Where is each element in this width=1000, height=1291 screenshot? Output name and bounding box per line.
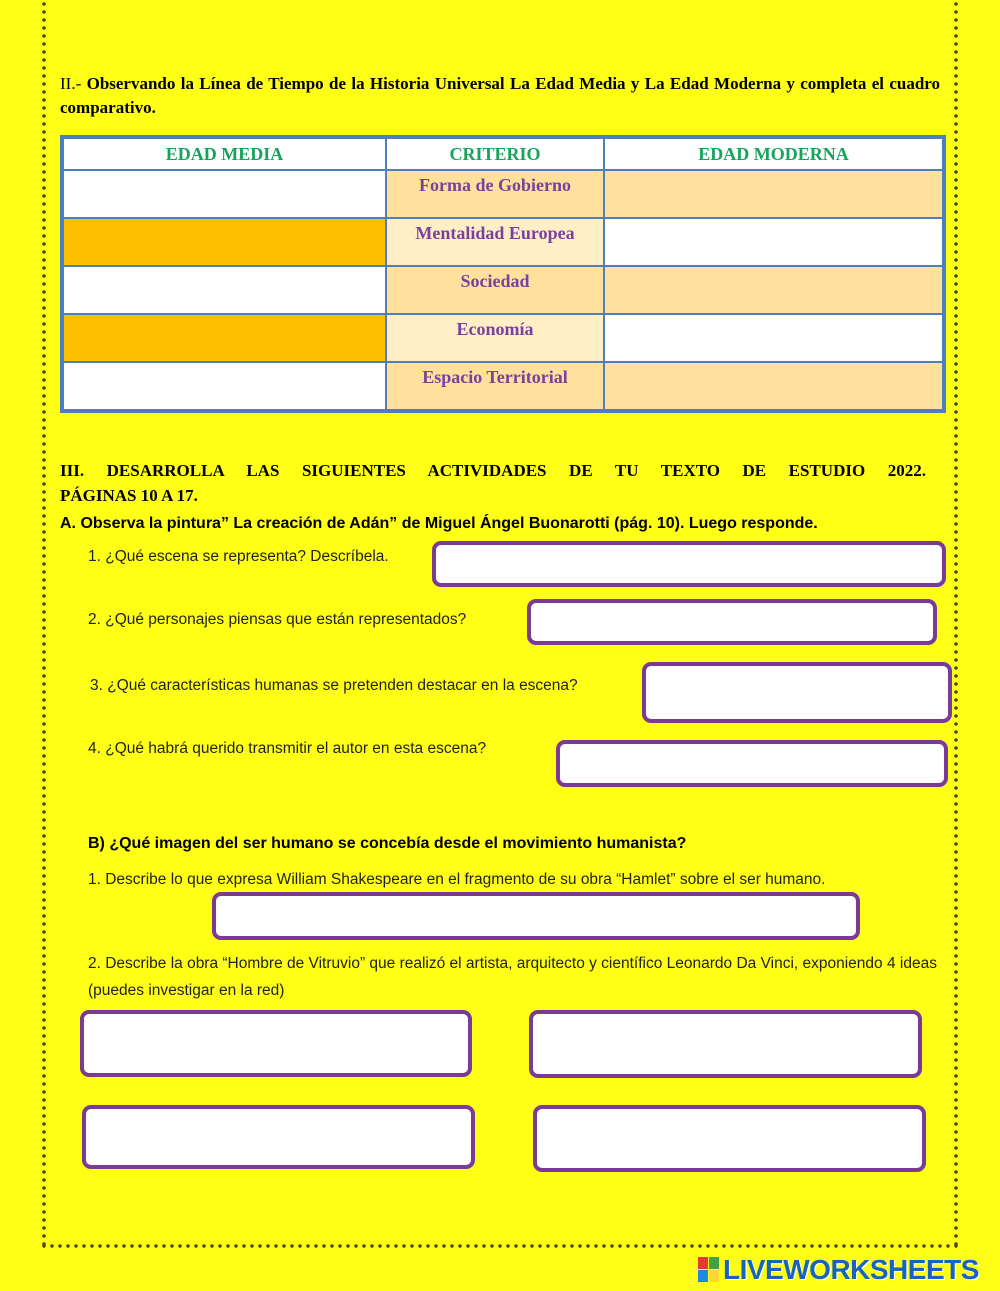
table-row — [62, 218, 944, 266]
answer-box-a1[interactable] — [432, 541, 946, 587]
part-a-instruction: A. Observa la pintura” La creación de Adán” de Miguel Ángel Buonarotti (pág. 10). Luego responde. — [60, 515, 818, 532]
answer-cell-edad-moderna[interactable] — [604, 314, 944, 362]
answer-cell-edad-media[interactable] — [62, 266, 386, 314]
question-a3: 3. ¿Qué características humanas se pretenden destacar en la escena? — [90, 677, 578, 694]
answer-cell-edad-moderna[interactable] — [604, 218, 944, 266]
dotted-border-left — [40, 0, 48, 1250]
criterion-cell: Mentalidad Europea — [386, 218, 604, 266]
question-a4: 4. ¿Qué habrá querido transmitir el autor en esta escena? — [88, 740, 487, 757]
idea-box-2[interactable] — [529, 1010, 922, 1078]
dotted-border-bottom — [40, 1242, 960, 1250]
answer-cell-edad-moderna[interactable] — [604, 170, 944, 218]
header-criterio: CRITERIO — [386, 137, 604, 170]
answer-box-a3[interactable] — [642, 662, 952, 723]
table-header-row — [62, 137, 944, 170]
section-2-number: II.- — [60, 74, 82, 93]
liveworksheets-logo — [698, 1255, 979, 1285]
section-3-title: III. DESARROLLA LAS SIGUIENTES ACTIVIDADES DE TU TEXTO DE ESTUDIO 2022. — [60, 461, 926, 480]
criterion-cell: Forma de Gobierno — [386, 170, 604, 218]
table-row — [62, 266, 944, 314]
answer-cell-edad-media[interactable] — [62, 314, 386, 362]
answer-cell-edad-moderna[interactable] — [604, 266, 944, 314]
answer-cell-edad-media[interactable] — [62, 362, 386, 411]
answer-cell-edad-media[interactable] — [62, 170, 386, 218]
logo-text: LIVEWORKSHEETS — [723, 1254, 979, 1285]
answer-box-b1[interactable] — [212, 892, 860, 940]
answer-cell-edad-moderna[interactable] — [604, 362, 944, 411]
question-b1: 1. Describe lo que expresa William Shakespeare en el fragmento de su obra “Hamlet” sobre el ser humano. — [88, 871, 826, 888]
table-row — [62, 170, 944, 218]
question-b2: 2. Describe la obra “Hombre de Vitruvio” que realizó el artista, arquitecto y científico Leonardo Da Vinci, exponiendo 4 ideas (puedes investigar en la red) — [88, 955, 937, 999]
question-a1: 1. ¿Qué escena se representa? Descríbela. — [88, 548, 389, 565]
answer-cell-edad-media[interactable] — [62, 218, 386, 266]
part-b-question: B) ¿Qué imagen del ser humano se concebía desde el movimiento humanista? — [88, 835, 687, 852]
answer-box-a2[interactable] — [527, 599, 937, 645]
section-2-text: Observando la Línea de Tiempo de la Historia Universal La Edad Media y La Edad Moderna y completa el cuadro comparativo. — [60, 74, 941, 117]
table-row — [62, 362, 944, 411]
idea-box-3[interactable] — [82, 1105, 475, 1169]
section-2-instruction — [60, 72, 940, 120]
criterion-cell: Sociedad — [386, 266, 604, 314]
idea-box-4[interactable] — [533, 1105, 926, 1172]
criterion-cell: Espacio Territorial — [386, 362, 604, 411]
comparison-table — [60, 135, 946, 413]
header-edad-moderna: EDAD MODERNA — [604, 137, 944, 170]
section-3-subtitle: PÁGINAS 10 A 17. — [60, 486, 198, 505]
idea-box-1[interactable] — [80, 1010, 472, 1077]
header-edad-media: EDAD MEDIA — [62, 137, 386, 170]
dotted-border-right — [952, 0, 960, 1250]
criterion-cell: Economía — [386, 314, 604, 362]
answer-box-a4[interactable] — [556, 740, 948, 787]
question-a2: 2. ¿Qué personajes piensas que están representados? — [88, 611, 467, 628]
logo-blocks-icon — [698, 1257, 720, 1283]
table-row — [62, 314, 944, 362]
